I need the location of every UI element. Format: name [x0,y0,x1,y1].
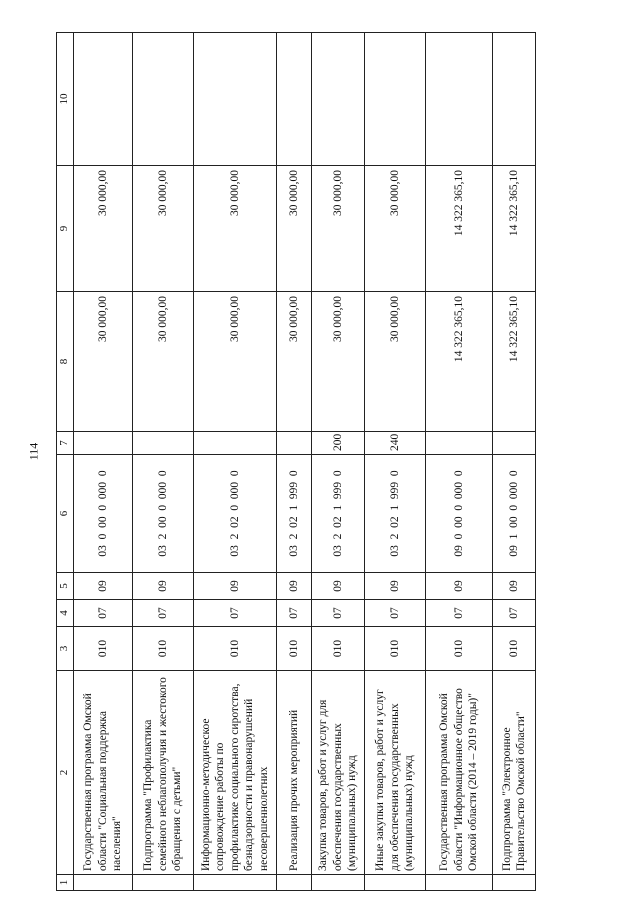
header-cell: 1 [57,875,74,891]
row-number-cell [74,875,133,891]
amount-col10-cell [133,33,194,166]
amount-col8-cell: 30 000,00 [74,292,133,432]
row-number-cell [194,875,277,891]
header-cell: 9 [57,166,74,292]
subsection-code-cell: 09 [312,573,365,600]
grbs-code-cell: 010 [312,627,365,671]
amount-col10-cell [426,33,493,166]
target-article-cell: 03 2 02 1 999 0 [277,455,312,573]
grbs-code-cell: 010 [277,627,312,671]
expense-type-cell [277,432,312,455]
section-code-cell: 07 [194,600,277,627]
expense-type-cell [133,432,194,455]
header-cell: 6 [57,455,74,573]
table-row [312,33,365,891]
section-code-cell: 07 [312,600,365,627]
section-code-cell: 07 [426,600,493,627]
amount-col9-cell: 30 000,00 [365,166,426,292]
expense-type-cell [194,432,277,455]
section-code-cell: 07 [133,600,194,627]
budget-table [56,32,536,891]
amount-col9-cell: 30 000,00 [194,166,277,292]
amount-col10-cell [312,33,365,166]
amount-col8-cell: 14 322 365,10 [493,292,536,432]
target-article-cell: 03 0 00 0 000 0 [74,455,133,573]
grbs-code-cell: 010 [493,627,536,671]
row-number-cell [133,875,194,891]
expense-type-cell [74,432,133,455]
amount-col8-cell: 30 000,00 [194,292,277,432]
item-name-cell: Иные закупки товаров, работ и услуг для обеспечения государственных (муниципальных) нужд [365,671,426,875]
table-row [426,33,493,891]
target-article-cell: 03 2 00 0 000 0 [133,455,194,573]
section-code-cell: 07 [277,600,312,627]
grbs-code-cell: 010 [365,627,426,671]
header-cell: 7 [57,432,74,455]
grbs-code-cell: 010 [194,627,277,671]
target-article-cell: 09 1 00 0 000 0 [493,455,536,573]
target-article-cell: 03 2 02 1 999 0 [312,455,365,573]
subsection-code-cell: 09 [194,573,277,600]
row-number-cell [493,875,536,891]
item-name-cell: Подпрограмма "Электронное Правительство Омской области" [493,671,536,875]
item-name-cell: Подпрограмма "Профилактика семейного неблагополучия и жестокого обращения с детьми" [133,671,194,875]
header-cell: 4 [57,600,74,627]
table-row [74,33,133,891]
amount-col9-cell: 30 000,00 [312,166,365,292]
row-number-cell [365,875,426,891]
amount-col9-cell: 30 000,00 [133,166,194,292]
expense-type-cell [426,432,493,455]
table-row [194,33,277,891]
item-name-cell: Государственная программа Омской области "Социальная поддержка населения" [74,671,133,875]
amount-col9-cell: 14 322 365,10 [493,166,536,292]
header-cell: 5 [57,573,74,600]
subsection-code-cell: 09 [277,573,312,600]
subsection-code-cell: 09 [74,573,133,600]
header-cell: 3 [57,627,74,671]
target-article-cell: 09 0 00 0 000 0 [426,455,493,573]
subsection-code-cell: 09 [133,573,194,600]
amount-col10-cell [365,33,426,166]
header-cell: 10 [57,33,74,166]
row-number-cell [277,875,312,891]
table-row [365,33,426,891]
amount-col8-cell: 30 000,00 [133,292,194,432]
amount-col10-cell [277,33,312,166]
subsection-code-cell: 09 [365,573,426,600]
target-article-cell: 03 2 02 0 000 0 [194,455,277,573]
subsection-code-cell: 09 [493,573,536,600]
item-name-cell: Информационно-методическое сопровождение работы по профилактике социального сиротства, безнадзорности и правонарушений несовершеннолетних [194,671,277,875]
amount-col8-cell: 30 000,00 [277,292,312,432]
amount-col9-cell: 30 000,00 [277,166,312,292]
grbs-code-cell: 010 [133,627,194,671]
table-row [493,33,536,891]
target-article-cell: 03 2 02 1 999 0 [365,455,426,573]
expense-type-cell [493,432,536,455]
header-cell: 8 [57,292,74,432]
expense-type-cell: 200 [312,432,365,455]
amount-col9-cell: 14 322 365,10 [426,166,493,292]
header-row [57,33,74,891]
subsection-code-cell: 09 [426,573,493,600]
header-cell: 2 [57,671,74,875]
item-name-cell: Закупка товаров, работ и услуг для обеспечения государственных (муниципальных) нужд [312,671,365,875]
amount-col8-cell: 30 000,00 [312,292,365,432]
grbs-code-cell: 010 [74,627,133,671]
item-name-cell: Реализация прочих мероприятий [277,671,312,875]
grbs-code-cell: 010 [426,627,493,671]
page-number: 114 [26,442,41,461]
table-row [133,33,194,891]
row-number-cell [312,875,365,891]
section-code-cell: 07 [74,600,133,627]
amount-col8-cell: 14 322 365,10 [426,292,493,432]
amount-col10-cell [194,33,277,166]
table-row [277,33,312,891]
amount-col9-cell: 30 000,00 [74,166,133,292]
amount-col10-cell [493,33,536,166]
section-code-cell: 07 [493,600,536,627]
rotated-table-container [56,33,527,891]
item-name-cell: Государственная программа Омской области "Информационное общество Омской области (2014 – 2019 годы)" [426,671,493,875]
row-number-cell [426,875,493,891]
amount-col10-cell [74,33,133,166]
section-code-cell: 07 [365,600,426,627]
amount-col8-cell: 30 000,00 [365,292,426,432]
expense-type-cell: 240 [365,432,426,455]
